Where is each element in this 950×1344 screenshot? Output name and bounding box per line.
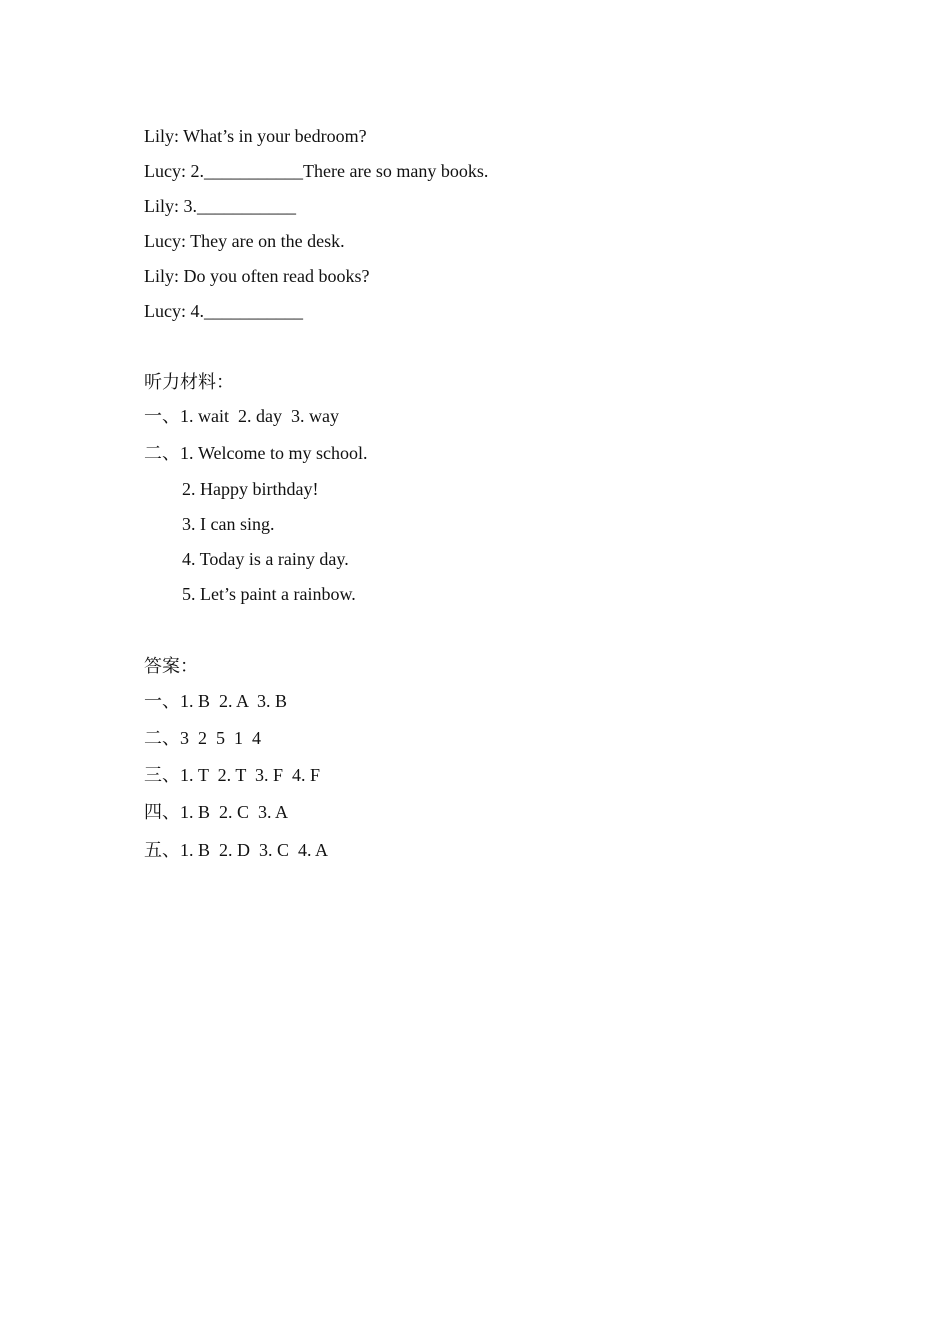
listening-item: 3. I can sing. xyxy=(182,514,275,534)
dialogue-line: Lily: What’s in your bedroom? xyxy=(144,126,367,146)
answer-line: 二、3 2 5 1 4 xyxy=(144,728,261,748)
dialogue-line: Lily: 3.___________ xyxy=(144,196,296,216)
answer-line: 四、1. B 2. C 3. A xyxy=(144,802,289,822)
dialogue-line: Lucy: 2.___________There are so many books. xyxy=(144,161,489,181)
listening-item: 4. Today is a rainy day. xyxy=(182,549,349,569)
listening-item: 5. Let’s paint a rainbow. xyxy=(182,584,356,604)
dialogue-line: Lily: Do you often read books? xyxy=(144,266,370,286)
answer-line: 三、1. T 2. T 3. F 4. F xyxy=(144,765,321,785)
answer-line: 五、1. B 2. D 3. C 4. A xyxy=(144,840,329,860)
listening-item: 2. Happy birthday! xyxy=(182,479,319,499)
dialogue-line: Lucy: 4.___________ xyxy=(144,301,303,321)
answer-line: 一、1. B 2. A 3. B xyxy=(144,691,288,711)
listening-part1: 一、1. wait 2. day 3. way xyxy=(144,406,339,426)
listening-part2-first: 二、1. Welcome to my school. xyxy=(144,443,368,463)
answers-title: 答案： xyxy=(144,656,198,676)
dialogue-line: Lucy: They are on the desk. xyxy=(144,231,345,251)
listening-title: 听力材料： xyxy=(144,372,234,392)
